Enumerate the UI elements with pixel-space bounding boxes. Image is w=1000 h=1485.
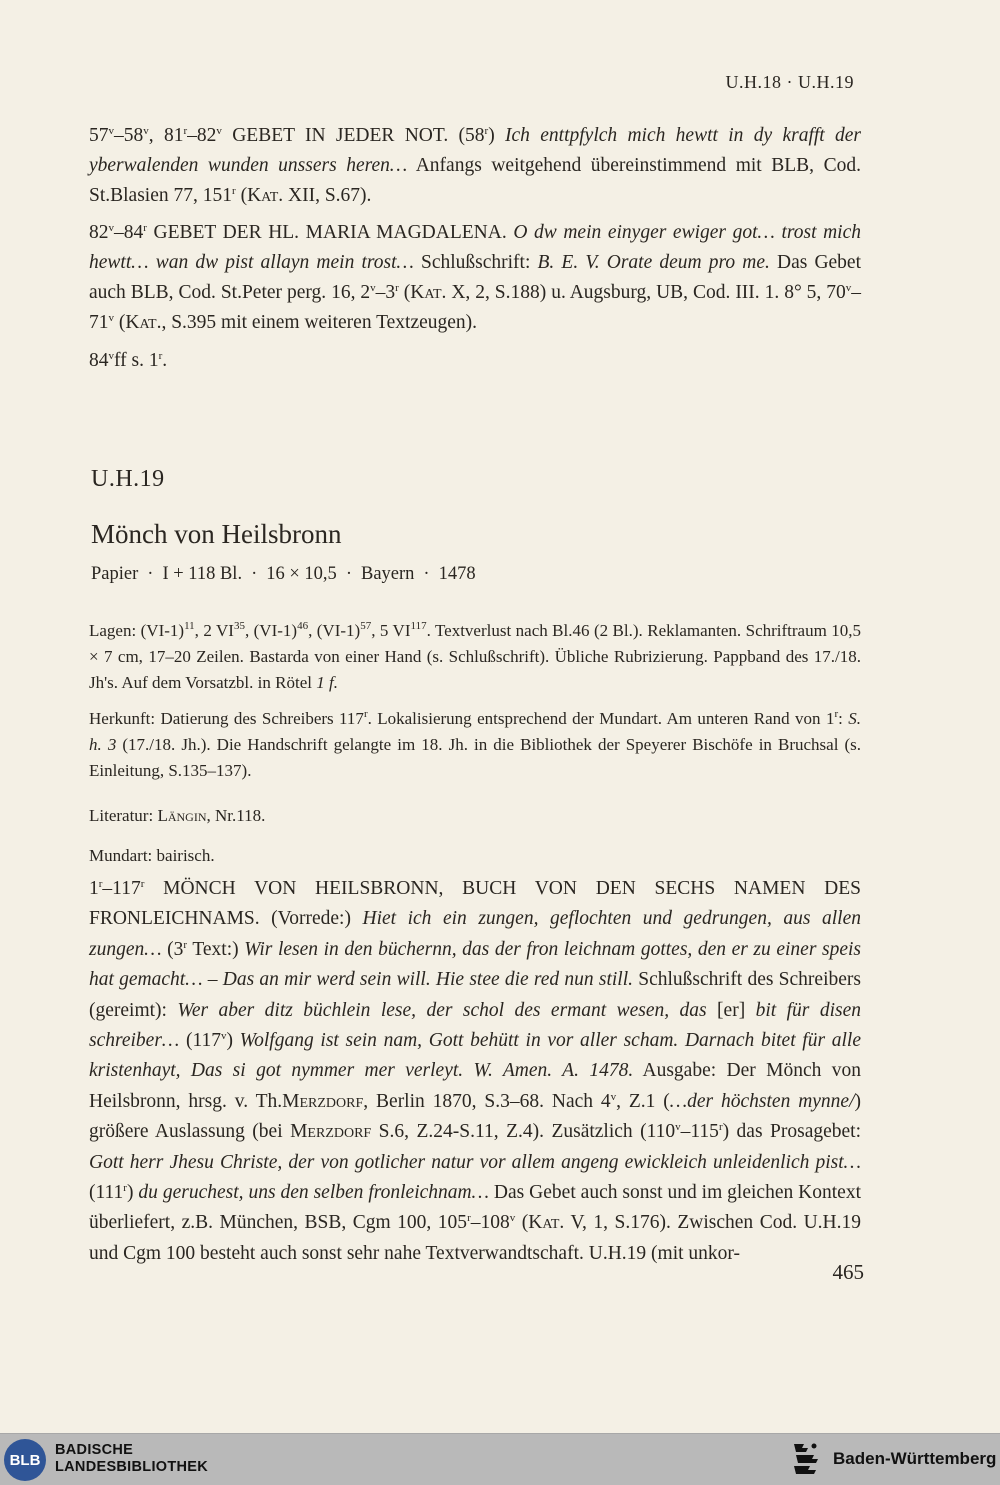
running-header: U.H.18 · U.H.19	[725, 72, 854, 92]
literatur-line: Literatur: Längin, Nr.118.	[89, 806, 266, 825]
page-number: 465	[832, 1260, 864, 1284]
entry-prayer-maria-magdalena: 82$^v$–84$^r$ GEBET DER HL. MARIA MAGDALENA. O dw mein einyger ewiger got… trost mich hewtt… wan dw pist allayn mein trost… Schlußschrift: B. E. V. Orate deum pro me. Das Gebet auch BLB, Cod. St.Peter perg. 16, 2$^v$–3$^r$ (Kat. X, 2, S.188) u. Augsburg, UB, Cod. III. 1. 8° 5, 70$^v$–71$^v$ (Kat., S.395 mit einem weiteren Textzeugen).	[89, 222, 862, 333]
main-entry: 1$^r$–117$^r$ MÖNCH VON HEILSBRONN, BUCH VON DEN SECHS NAMEN DES FRONLEICHNAMS. (Vorrede:) Hiet ich ein zungen, geflochten und gedrungen, aus allen zungen… (3$^r$ Text:) Wir lesen in den büchernn, das der fron leichnam gottes, den er zu einer speis hat gemacht… – Das an mir werd sein will. Hie stee die red nun still. Schlußschrift des Schreibers (gereimt): Wer aber ditz büchlein lese, der schol des ermant wesen, das [er] bit für disen schreiber… (117$^v$) Wolfgang ist sein nam, Gott behütt in vor aller scham. Darnach bitet für alle kristenhayt, Das si got nymmer mer verleyt. W. Amen. A. 1478. Ausgabe: Der Mönch von Heilsbronn, hrsg. v. Th.Merzdorf, Berlin 1870, S.3–68. Nach 4$^v$, Z.1 (…der höchsten mynne/) größere Auslassung (bei Merzdorf S.6, Z.24-S.11, Z.4). Zusätzlich (110$^v$–115$^r$) das Prosagebet: Gott herr Jhesu Christe, der von gotlicher natur vor allem angeng ewickleich unleidenlich pist… (111$^r$) du geruchest, uns den selben fronleichnam… Das Gebet auch sonst und im gleichen Kontext überliefert, z.B. München, BSB, Cgm 100, 105$^r$–108$^v$ (Kat. V, 1, S.176). Zwischen Cod. U.H.19 und Cgm 100 besteht auch sonst sehr nahe Textverwandtschaft. U.H.19 (mit unkor-	[89, 878, 862, 1264]
origin: Bayern	[360, 564, 415, 584]
state-name[interactable]: Baden-Württemberg	[833, 1449, 997, 1468]
footer-bar	[0, 1433, 1000, 1485]
record-signature: U.H.19	[91, 466, 165, 492]
record-title: Mönch von Heilsbronn	[91, 519, 342, 549]
herkunft-description: Herkunft: Datierung des Schreibers 117$^r$. Lokalisierung entsprechend der Mundart. Am unteren Rand von 1$^r$: S. h. 3 (17./18. Jh.). Die Handschrift gelangte im 18. Jh. in die Bibliothek der Speyerer Bischöfe in Bruchsal (s. Einleitung, S.135–137).	[89, 708, 862, 780]
leaves: I + 118 Bl.	[162, 564, 243, 584]
entry-prayer-every-need: 57$^v$–58$^v$, 81$^r$–82$^v$ GEBET IN JEDER NOT. (58$^r$) Ich enttpfylch mich hewtt in dy krafft der yberwalenden wunden unssers heren… Anfangs weitgehend übereinstimmend mit BLB, Cod. St.Blasien 77, 151$^r$ (Kat. XII, S.67).	[89, 125, 862, 206]
blb-logo-icon[interactable]: BLB	[4, 1439, 46, 1481]
year: 1478	[438, 564, 476, 584]
record-meta: Papier · I + 118 Bl. · 16 × 10,5 · Bayern · 1478	[91, 564, 476, 584]
lagen-description: Lagen: $(VI-1)^{11}$, 2 VI$^{35}$, $(VI-1)^{46}$, $(VI-1)^{57}$, 5 VI$^{117}$. Textverlust nach Bl.46 (2 Bl.). Reklamanten. Schriftraum 10,5 × 7 cm, 17–20 Zeilen. Bastarda von einer Hand (s. Schlußschrift). Übliche Rubrizierung. Pappband des 17./18. Jh's. Auf dem Vorsatzbl. in Rötel 1 f.	[89, 620, 862, 692]
mundart-line: Mundart: bairisch.	[89, 846, 215, 865]
library-name[interactable]: BADISCHE LANDESBIBLIOTHEK	[55, 1442, 209, 1475]
format: 16 × 10,5	[266, 564, 337, 584]
baden-wuerttemberg-lions-icon	[790, 1440, 822, 1480]
material: Papier	[91, 564, 139, 584]
entry-blank-leaves: 84$^v$ff s. 1$^r$.	[89, 350, 168, 371]
